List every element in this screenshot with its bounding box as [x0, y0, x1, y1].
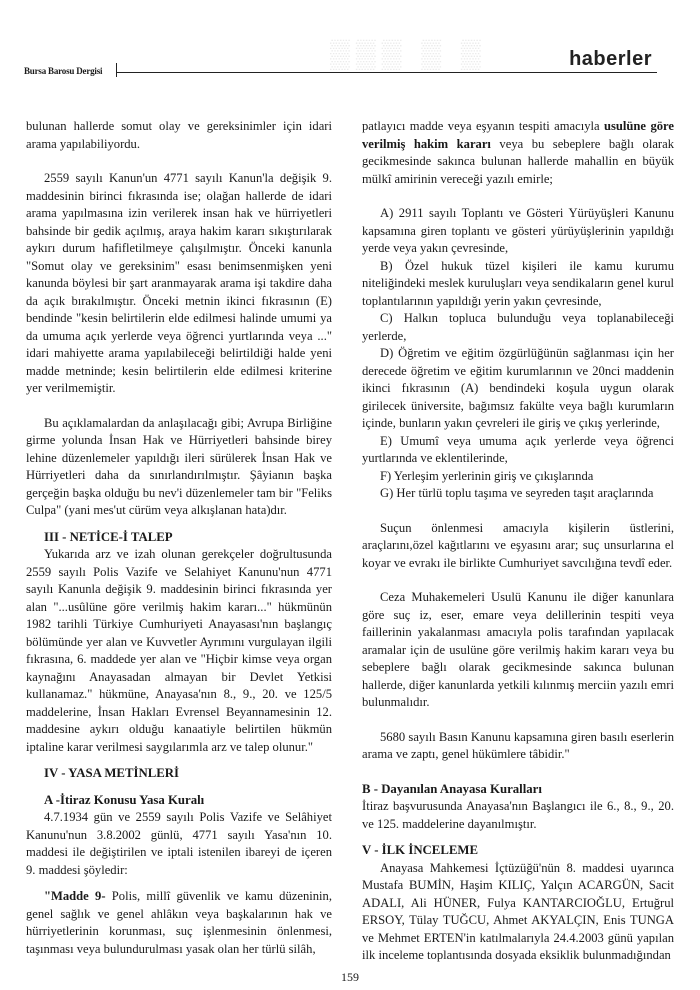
list-item: E) Umumî veya umuma açık yerlerde veya öğrenci yurtlarında ve eklentilerinde, — [362, 433, 674, 465]
list-item: A) 2911 sayılı Toplantı ve Gösteri Yürüyüşleri Kanunu kapsamına giren toplantı ve gösteri yürüyüşlerinin yapıldığı yerde veya yakın çevresinde, — [362, 206, 674, 255]
paragraph: bulunan hallerde somut olay ve gereksinimler için idari arama yapılabiliyordu. — [26, 119, 332, 151]
paragraph: 5680 sayılı Basın Kanunu kapsamına giren basılı eserlerin arama ve zaptı, genel hükümlere tâbidir." — [362, 729, 674, 761]
journal-name: Bursa Barosu Dergisi — [24, 66, 103, 76]
header-watermark: ▒▒▒ ▒ ▒ — [330, 38, 487, 69]
paragraph: Bu açıklamalardan da anlaşılacağı gibi; Avrupa Birliğine girme yolunda İnsan Hak ve Hürriyetleri bahsinde birey lehine düzenlemeler yapıldığı ileri sürülerek İnsan Hak ve Hürriyetleri daha da sınırlandırılmıştır. Şâyianın başka gerçeğin başka olduğu bu nev'i düzenlemeler tam bir "Feliks Culpa" (yani mes'ut cürüm veya alkışlanan hata)dır. — [26, 415, 332, 517]
page-header — [0, 0, 700, 90]
paragraph: 4.7.1934 gün ve 2559 sayılı Polis Vazife ve Selâhiyet Kanunu'nun 3.8.2002 günlü, 4771 sayılı Yasa'nın 10. maddesi ile değiştirilen ve iptali istenilen ibareyi de içeren 9. maddesi şöyledir: — [26, 810, 332, 877]
paragraph: Suçun önlenmesi amacıyla kişilerin üstlerini, araçlarını,özel kağıtlarını ve eşyasını arar; suç unsurlarına el koyar ve evrakı ile birlikte Cumhuriyet savcılığına tevdî eder. — [362, 520, 674, 570]
left-column — [26, 118, 332, 958]
section-heading-yasa: IV - YASA METİNLERİ — [44, 766, 179, 780]
page-number: 159 — [341, 970, 359, 984]
list-item: B) Özel hukuk tüzel kişileri ile kamu kurumu niteliğindeki meslek kuruluşları veya sendikaların genel kurul toplantılarının yapıldığı yerin yakın çevresinde, — [362, 258, 674, 308]
paragraph: Yukarıda arz ve izah olunan gerekçeler doğrultusunda 2559 sayılı Polis Vazife ve Selahiyet Kanunu'nun 4771 sayılı Kanunla değişik 9. maddesinin birinci fıkrasında yer alan "...usûlüne göre verilmiş hakim kararı..." hükmünün 1982 tarihli Türkiye Cumhuriyeti Anayasası'nın başlangıç bölümünde yer alan ve Kuvvetler Ayrımını vurgulayan ilgili fıkrasına, 6. maddede yer alan ve "Hiçbir kimse veya organ kaynağını Anayasadan almayan bir Devlet Yetkisi kullanamaz." hükmüne, Anayasa'nın 8., 9., 20. ve 125/5 maddelerine, İnsan Hakları Evrensel Beyannamesinin 12. maddesine aykırı olduğu kanaatiyle belirtilen hükmün iptaline karar verilmesi saygılarımla arz ve talep olunur." — [26, 547, 332, 754]
list-item: G) Her türlü toplu taşıma ve seyreden taşıt araçlarında — [380, 486, 654, 500]
madde-paragraph — [26, 888, 332, 958]
header-divider-tick — [116, 63, 117, 77]
paragraph: İtiraz başvurusunda Anayasa'nın Başlangıcı ile 6., 8., 9., 20. ve 125. maddelerine dayanılmıştır. — [362, 799, 674, 831]
madde-text: Polis, millî güvenlik ve kamu düzeninin, genel sağlık ve genel ahlâkın veya başkalarının hak ve hürriyetlerinin korunması, suç işlenmesinin önlenmesi, taşınması veya bulundurulması yasak olan her türlü silâh, — [26, 889, 332, 956]
list-item: F) Yerleşim yerlerinin giriş ve çıkışlarında — [380, 468, 594, 483]
paragraph: Ceza Muhakemeleri Usulü Kanunu ile diğer kanunlara göre suç iz, eser, emare veya delillerinin tespiti veya faillerinin yakalanması amacıyla polis tarafından yapılacak aramalar için de usulüne göre verilmiş hakim kararı veya bu sebeplere bağlı olarak gecikmesinde sakınca bulunan hallerde, diğer kanunlarda yetkili kılınmış merciin yazılı emri bulunmalıdır. — [362, 590, 674, 709]
section-title: haberler — [569, 48, 652, 70]
subheading-dayanilan: B - Dayanılan Anayasa Kuralları — [362, 781, 542, 796]
paragraph: patlayıcı madde veya eşyanın tespiti amacıyla usulüne göre verilmiş hakim kararı veya bu sebeplere bağlı olarak gecikmesinde sakınca bulunan hallerde mahallin en büyük mülkî amirinin vereceği yazılı emirle; — [362, 119, 675, 186]
section-heading-ilk-inceleme: V - İLK İNCELEME — [362, 843, 479, 857]
list-item: C) Halkın topluca bulunduğu veya toplanabileceği yerlerde, — [362, 311, 674, 343]
paragraph: 2559 sayılı Kanun'un 4771 sayılı Kanun'la değişik 9. maddesinin birinci fıkrasında ise; olağan hallerde de idari arama yapılmasına izin verilerek insan hak ve hürriyetleri bahsinde bir gedik açılmış, araya hakim kararı sıkıştırılarak aykırı durum hafifletilmeye çalışılmıştır. Önceki kanunla "Somut olay ve gereksinim" esası benimsenmişken yeni kanunda böylesi bir şart aranmayarak arama işi takdire daha da açık bırakılmıştır. Önceki metnin ikinci fıkrasının (E) bendinde "kesin belirtilerin elde edilmesi halinde umumi ya da umuma açık yerlerde veya öğrenci yurtlarında veya ..." idari mahiyette arama yapılabileceği belirtildiği halde yeni madde metninde; kesin belirtilerin elde edilmesi kriterine yer verilmemiştir. — [26, 171, 332, 395]
paragraph: Anayasa Mahkemesi İçtüzüğü'nün 8. maddesi uyarınca Mustafa BUMİN, Haşim KILIÇ, Yalçın ACARGÜN, Sacit ADALI, Ali HÜNER, Fulya KANTARCIOĞLU, Ertuğrul ERSOY, Tülay TUĞCU, Ahmet AKYALÇIN, Enis TUNGA ve Mehmet ERTEN'in katılmalarıyla 24.4.2003 günü yapılan ilk inceleme toplantısında dosyada eksiklik bulunmadığından — [362, 860, 674, 962]
bold-phrase: usulüne göre verilmiş hakim kararı — [362, 119, 675, 151]
right-column — [362, 118, 674, 965]
madde-label: "Madde 9- — [44, 889, 106, 903]
header-rule — [117, 72, 657, 73]
list-item: D) Öğretim ve eğitim özgürlüğünün sağlanması için her derecede öğretim ve eğitim kurumlarının ve 20nci maddenin ikinci fıkrasının (A) bendindeki koşula uygun olarak girilecek üniversite, bağımsız fakülte veya bağlı kurumların içinde, bunların yakın çevreleri ile giriş ve çıkış yerlerinde, — [362, 346, 674, 430]
subheading-itiraz: A -İtiraz Konusu Yasa Kuralı — [44, 792, 205, 807]
section-heading-netice: III - NETİCE-İ TALEP — [44, 529, 173, 544]
